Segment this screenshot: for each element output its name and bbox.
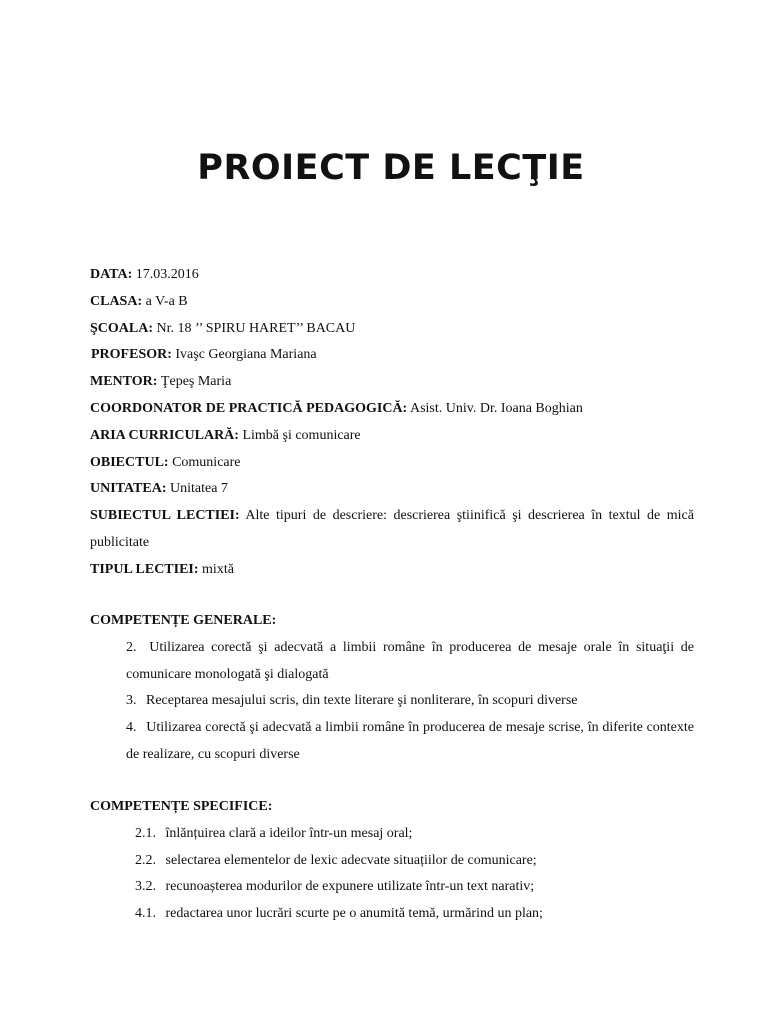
info-value: Nr. 18 ’’ SPIRU HARET’’ BACAU [156, 320, 356, 336]
item-number: 2.2. [135, 852, 156, 868]
info-value: a V-a B [145, 293, 188, 309]
competente-specifice-section [90, 794, 694, 928]
info-row-mentor [90, 369, 694, 396]
list-item [135, 901, 694, 928]
info-label: COORDONATOR DE PRACTICĂ PEDAGOGICĂ: [90, 400, 408, 416]
section-heading: COMPETENȚE GENERALE: [90, 613, 277, 628]
item-number: 4.1. [135, 906, 156, 922]
item-number: 3.2. [135, 879, 156, 895]
item-text: Utilizarea corectă şi adecvată a limbii române în producerea de mesaje orale în situaţii de comunicare monologată şi dialogată [126, 639, 694, 682]
item-text: înlănțuirea clară a ideilor într-un mesaj oral; [165, 825, 413, 841]
info-row-subiectul [90, 503, 694, 557]
info-value: mixtă [202, 561, 234, 577]
item-text: recunoașterea modurilor de expunere utilizate într-un text narativ; [165, 879, 535, 895]
list-item [135, 848, 694, 875]
info-row-scoala [90, 316, 694, 343]
info-label: CLASA: [90, 293, 143, 309]
info-value: 17.03.2016 [135, 267, 199, 282]
info-row-clasa [90, 289, 694, 316]
info-value: Alte tipuri de descriere: descrierea ştiinifică şi descrierea în textul de mică publicitate [90, 508, 694, 550]
info-row-aria [90, 423, 694, 450]
info-value: Ţepeş Maria [160, 374, 232, 390]
info-label: MENTOR: [90, 374, 158, 390]
info-label: DATA: [90, 267, 133, 282]
document-title: PROIECT DE LECŢIE [197, 148, 585, 188]
list-item [126, 715, 694, 769]
info-row-tipul [90, 557, 694, 584]
list-item [135, 874, 694, 901]
info-row-profesor [90, 342, 694, 369]
info-value: Ivaşc Georgiana Mariana [175, 347, 317, 363]
info-row-data [90, 262, 694, 289]
item-number: 2.1. [135, 825, 156, 841]
info-label: UNITATEA: [90, 481, 167, 497]
info-row-unitatea [90, 476, 694, 503]
info-value: Comunicare [172, 454, 241, 470]
info-value: Unitatea 7 [170, 481, 228, 497]
info-value: Limbă şi comunicare [242, 427, 361, 443]
competente-generale-list [90, 635, 694, 769]
item-number: 2. [126, 639, 137, 655]
list-item [126, 688, 694, 715]
item-text: selectarea elementelor de lexic adecvate situațiilor de comunicare; [165, 852, 537, 868]
info-label: TIPUL LECTIEI: [90, 561, 199, 577]
item-text: redactarea unor lucrări scurte pe o anumită temă, urmărind un plan; [165, 906, 543, 922]
info-label: PROFESOR: [91, 347, 172, 363]
info-label: OBIECTUL: [90, 454, 169, 470]
item-number: 4. [126, 720, 137, 736]
info-row-coordonator [90, 396, 694, 423]
info-label: ARIA CURRICULARĂ: [90, 427, 239, 443]
list-item [135, 821, 694, 848]
item-number: 3. [126, 693, 137, 709]
lesson-info [90, 262, 694, 584]
item-text: Receptarea mesajului scris, din texte literare şi nonliterare, în scopuri diverse [146, 693, 578, 709]
section-heading: COMPETENȚE SPECIFICE: [90, 799, 273, 814]
competente-specifice-list [90, 821, 694, 928]
info-value: Asist. Univ. Dr. Ioana Boghian [409, 400, 583, 416]
info-label: SUBIECTUL LECTIEI: [90, 508, 240, 524]
competente-generale-section [90, 608, 694, 769]
list-item [126, 635, 694, 689]
info-row-obiectul [90, 450, 694, 477]
info-label: ŞCOALA: [90, 320, 154, 336]
item-text: Utilizarea corectă şi adecvată a limbii române în producerea de mesaje scrise, în diferite contexte de realizare, cu scopuri diverse [126, 720, 694, 762]
